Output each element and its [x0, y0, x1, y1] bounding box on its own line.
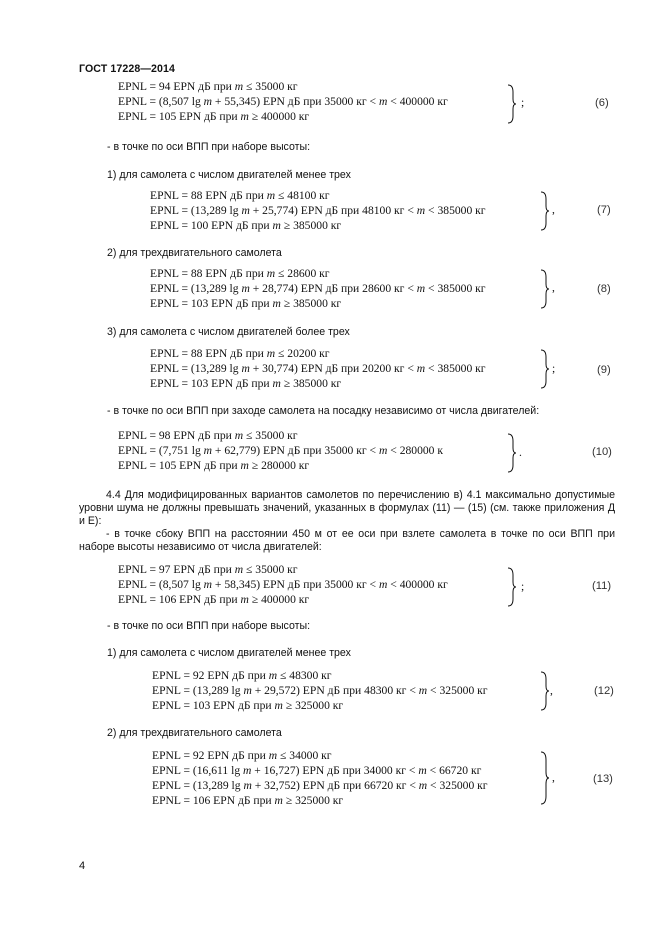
formula-line: EPNL = 106 EPN дБ при m ≥ 400000 кг — [118, 593, 310, 606]
formula-line: EPNL = 92 EPN дБ при m ≤ 34000 кг — [152, 749, 332, 762]
text-approach: - в точке по оси ВПП при заходе самолета на посадку независимо от числа двигателей: — [107, 405, 540, 417]
formula-line: EPNL = 103 EPN дБ при m ≥ 385000 кг — [150, 377, 342, 390]
right-brace — [540, 191, 550, 231]
formula-line: EPNL = 88 EPN дБ при m ≤ 20200 кг — [150, 347, 330, 360]
formula-line: EPNL = 94 EPN дБ при m ≤ 35000 кг — [118, 80, 298, 93]
paragraph-4-4: 4.4 Для модифицированных вариантов самолетов по перечислению в) 4.1 максимально допустимые уровни шума не должны превышать значений, указанных в формулах (11) — (15) (см. также приложения Д и Е): — [79, 489, 615, 527]
formula-line: EPNL = 105 EPN дБ при m ≥ 400000 кг — [118, 110, 310, 123]
formula-line: EPNL = 97 EPN дБ при m ≤ 35000 кг — [118, 563, 298, 576]
formula-number: (7) — [597, 204, 611, 216]
formula-line: EPNL = 88 EPN дБ при m ≤ 48100 кг — [150, 189, 330, 202]
formula-punctuation: , — [552, 771, 555, 784]
formula-line: EPNL = (13,289 lg m + 28,774) EPN дБ при 28600 кг < m < 385000 кг — [150, 282, 486, 295]
formula-line: EPNL = (13,289 lg m + 30,774) EPN дБ при 20200 кг < m < 385000 кг — [150, 362, 486, 375]
formula-line: EPNL = (16,611 lg m + 16,727) EPN дБ при 34000 кг < m < 66720 кг — [152, 764, 482, 777]
right-brace — [540, 349, 550, 389]
text-three-engine-2: 2) для трехдвигательного самолета — [107, 727, 282, 739]
text-less-three-engines-2: 1) для самолета с числом двигателей менее трех — [107, 647, 351, 659]
formula-punctuation: ; — [521, 96, 525, 109]
text-three-engine: 2) для трехдвигательного самолета — [107, 247, 282, 259]
formula-line: EPNL = (8,507 lg m + 58,345) EPN дБ при 35000 кг < m < 400000 кг — [118, 578, 448, 591]
right-brace — [540, 671, 550, 711]
text-runway-climb-2: - в точке по оси ВПП при наборе высоты: — [107, 620, 311, 632]
formula-line: EPNL = 98 EPN дБ при m ≤ 35000 кг — [118, 429, 298, 442]
formula-line: EPNL = 103 EPN дБ при m ≥ 325000 кг — [152, 699, 344, 712]
formula-line: EPNL = (13,289 lg m + 32,752) EPN дБ при 66720 кг < m < 325000 кг — [152, 779, 488, 792]
paragraph-side-point: - в точке сбоку ВПП на расстоянии 450 м от ее оси при взлете самолета в точке по оси ВПП при наборе высоты независимо от числа двигателей: — [79, 528, 615, 553]
formula-line: EPNL = 92 EPN дБ при m ≤ 48300 кг — [152, 669, 332, 682]
formula-line: EPNL = 103 EPN дБ при m ≥ 385000 кг — [150, 297, 342, 310]
formula-punctuation: . — [519, 446, 522, 459]
formula-punctuation: , — [552, 203, 555, 216]
formula-line: EPNL = (7,751 lg m + 62,779) EPN дБ при 35000 кг < m < 280000 к — [118, 444, 444, 457]
formula-punctuation: ; — [552, 362, 556, 375]
right-brace — [540, 269, 550, 309]
right-brace — [507, 84, 517, 124]
formula-line: EPNL = (8,507 lg m + 55,345) EPN дБ при 35000 кг < m < 400000 кг — [118, 95, 448, 108]
formula-line: EPNL = 88 EPN дБ при m ≤ 28600 кг — [150, 267, 330, 280]
formula-number: (10) — [592, 446, 612, 458]
text-runway-climb: - в точке по оси ВПП при наборе высоты: — [107, 141, 311, 153]
formula-number: (13) — [593, 773, 613, 785]
text-less-three-engines: 1) для самолета с числом двигателей менее трех — [107, 169, 351, 181]
formula-number: (6) — [595, 97, 609, 109]
formula-line: EPNL = 100 EPN дБ при m ≥ 385000 кг — [150, 219, 342, 232]
formula-line: EPNL = 105 EPN дБ при m ≥ 280000 кг — [118, 459, 310, 472]
formula-punctuation: , — [550, 684, 553, 697]
right-brace — [507, 567, 517, 607]
formula-line: EPNL = (13,289 lg m + 29,572) EPN дБ при 48300 кг < m < 325000 кг — [152, 684, 488, 697]
page-header-title: ГОСТ 17228—2014 — [79, 63, 176, 75]
formula-punctuation: , — [552, 281, 555, 294]
right-brace — [507, 433, 517, 473]
formula-number: (12) — [594, 685, 614, 697]
formula-number: (8) — [597, 283, 611, 295]
formula-number: (11) — [592, 580, 612, 592]
formula-punctuation: ; — [521, 580, 525, 593]
formula-line: EPNL = 106 EPN дБ при m ≥ 325000 кг — [152, 794, 344, 807]
formula-line: EPNL = (13,289 lg m + 25,774) EPN дБ при 48100 кг < m < 385000 кг — [150, 204, 486, 217]
page-number: 4 — [79, 860, 86, 872]
text-more-three-engines: 3) для самолета с числом двигателей более трех — [107, 326, 350, 338]
right-brace — [540, 751, 550, 805]
formula-number: (9) — [597, 364, 611, 376]
